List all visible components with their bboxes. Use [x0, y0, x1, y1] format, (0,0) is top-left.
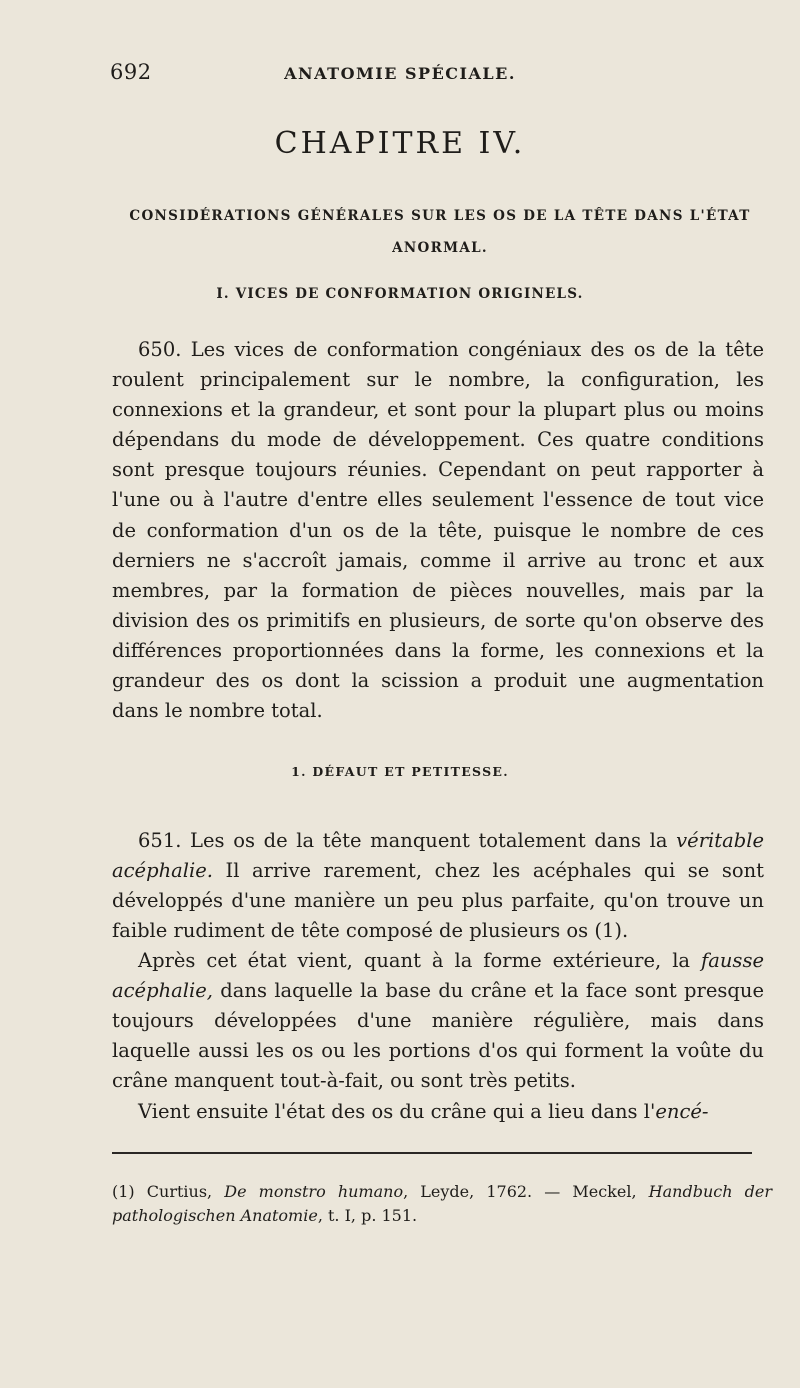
- paragraph-650: [112, 335, 764, 726]
- footnote-end: , t. I, p. 151.: [317, 1206, 418, 1225]
- paragraph-vient-emphasis: encé-: [655, 1100, 709, 1123]
- chapter-title: CHAPITRE IV.: [274, 126, 526, 161]
- paragraph-651-emphasis: véritable acéphalie.: [112, 829, 764, 883]
- paragraph-651-text-start: 651. Les os de la tête manquent totalement dans la: [138, 829, 677, 852]
- running-head: ANATOMIE SPÉCIALE.: [284, 64, 516, 83]
- page-number: 692: [110, 60, 152, 84]
- paragraph-651-text-end: Il arrive rarement, chez les acéphales qui se sont développés d'une manière un peu plus parfaite, qu'on trouve un faible rudiment de tête composé de plusieurs os (1).: [112, 859, 764, 943]
- paragraph-fausse-text-end: dans laquelle la base du crâne et la face sont presque toujours développées d'une manière régulière, mais dans laquelle aussi les os ou les portions d'os qui forment la voûte du crâne manquent tout-à-fait, ou sont très petits.: [112, 979, 764, 1093]
- paragraph-fausse-emphasis: fausse acéphalie,: [112, 949, 764, 1003]
- footnote-title-1: De monstro humano: [224, 1182, 404, 1201]
- footnote-title-2: Handbuch der pathologischen Anatomie: [112, 1182, 772, 1225]
- footnote: [112, 1180, 772, 1228]
- paragraph-vient-text: Vient ensuite l'état des os du crâne qui a lieu dans l': [138, 1100, 656, 1123]
- subsection-heading: 1. DÉFAUT ET PETITESSE.: [291, 764, 509, 779]
- chapter-subtitle: CONSIDÉRATIONS GÉNÉRALES SUR LES OS DE LA TÊTE DANS L'ÉTAT ANORMAL.: [129, 208, 751, 256]
- footnote-rule: [112, 1152, 752, 1154]
- section-heading: I. VICES DE CONFORMATION ORIGINELS.: [216, 286, 584, 302]
- paragraph-fausse-acephalie: [112, 946, 764, 1096]
- paragraph-vient-ensuite: [112, 1097, 764, 1127]
- paragraph-fausse-text-start: Après cet état vient, quant à la forme extérieure, la: [138, 949, 702, 972]
- footnote-marker: (1) Curtius,: [112, 1182, 225, 1201]
- paragraph-651: [112, 826, 764, 946]
- footnote-mid: , Leyde, 1762. — Meckel,: [403, 1182, 649, 1201]
- paragraph-650-text: 650. Les vices de conformation congéniaux des os de la tête roulent principalement sur le nombre, la configuration, les connexions et la grandeur, et sont pour la plupart plus ou moins dépendans du mode de développement. Ces quatre conditions sont presque toujours réunies. Cependant on peut rapporter à l'une ou à l'autre d'entre elles seulement l'essence de tout vice de conformation d'un os de la tête, puisque le nombre de ces derniers ne s'accroît jamais, comme il arrive au tronc et aux membres, par la formation de pièces nouvelles, mais par la division des os primitifs en plusieurs, de sorte qu'on observe des différences proportionnées dans la forme, les connexions et la grandeur des os dont la scission a produit une augmentation dans le nombre total.: [112, 338, 764, 723]
